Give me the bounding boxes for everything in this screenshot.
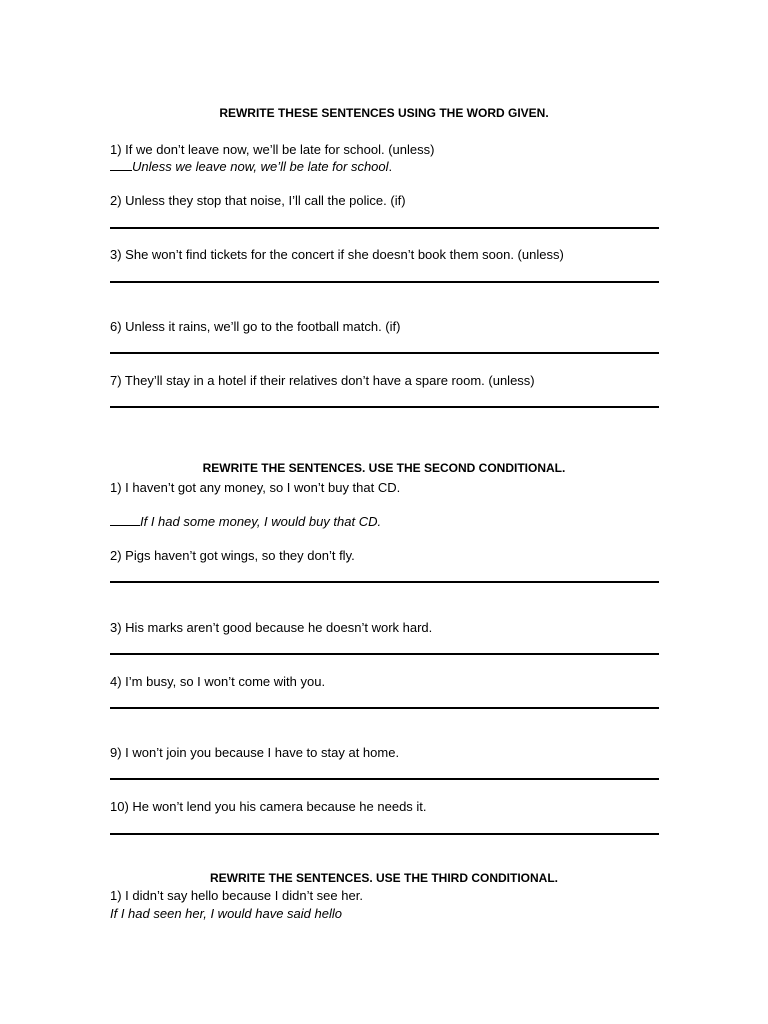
s2-question-9: 9) I won’t join you because I have to stay at home. [110, 745, 400, 760]
s1-question-2: 2) Unless they stop that noise, I’ll call the police. (if) [110, 193, 406, 208]
answer-line[interactable] [110, 352, 659, 354]
answer-blank [110, 524, 140, 526]
answer-line[interactable] [110, 778, 659, 780]
answer-line[interactable] [110, 227, 659, 229]
s1-question-6: 6) Unless it rains, we’ll go to the football match. (if) [110, 319, 401, 334]
answer-line[interactable] [110, 833, 659, 835]
s1-question-7: 7) They’ll stay in a hotel if their relatives don’t have a spare room. (unless) [110, 373, 535, 388]
answer-blank [110, 169, 132, 171]
s1-example-answer-row [110, 159, 392, 174]
s1-question-3: 3) She won’t find tickets for the concert if she doesn’t book them soon. (unless) [110, 247, 564, 262]
section-1-heading: REWRITE THESE SENTENCES USING THE WORD GIVEN. [219, 106, 549, 120]
s2-example-answer: If I had some money, I would buy that CD. [140, 514, 382, 529]
s3-example-answer: If I had seen her, I would have said hello [110, 906, 342, 921]
answer-line[interactable] [110, 581, 659, 583]
s1-example-period: . [388, 159, 393, 174]
s2-question-1: 1) I haven’t got any money, so I won’t buy that CD. [110, 480, 401, 495]
answer-line[interactable] [110, 281, 659, 283]
section-3-heading: REWRITE THE SENTENCES. USE THE THIRD CONDITIONAL. [209, 871, 558, 885]
s2-question-4: 4) I’m busy, so I won’t come with you. [110, 674, 326, 689]
s2-example-answer-row [110, 514, 381, 529]
section-2-heading: REWRITE THE SENTENCES. USE THE SECOND CONDITIONAL. [202, 461, 566, 475]
s3-question-1: 1) I didn’t say hello because I didn’t see her. [110, 888, 363, 903]
s2-question-2: 2) Pigs haven’t got wings, so they don’t fly. [110, 548, 355, 563]
s2-question-10: 10) He won’t lend you his camera because he needs it. [110, 799, 427, 814]
answer-line[interactable] [110, 653, 659, 655]
s2-question-3: 3) His marks aren’t good because he doesn’t work hard. [110, 620, 433, 635]
s1-question-1: 1) If we don’t leave now, we’ll be late for school. (unless) [110, 142, 435, 157]
answer-line[interactable] [110, 406, 659, 408]
answer-line[interactable] [110, 707, 659, 709]
s1-example-answer: Unless we leave now, we’ll be late for school [132, 159, 389, 174]
